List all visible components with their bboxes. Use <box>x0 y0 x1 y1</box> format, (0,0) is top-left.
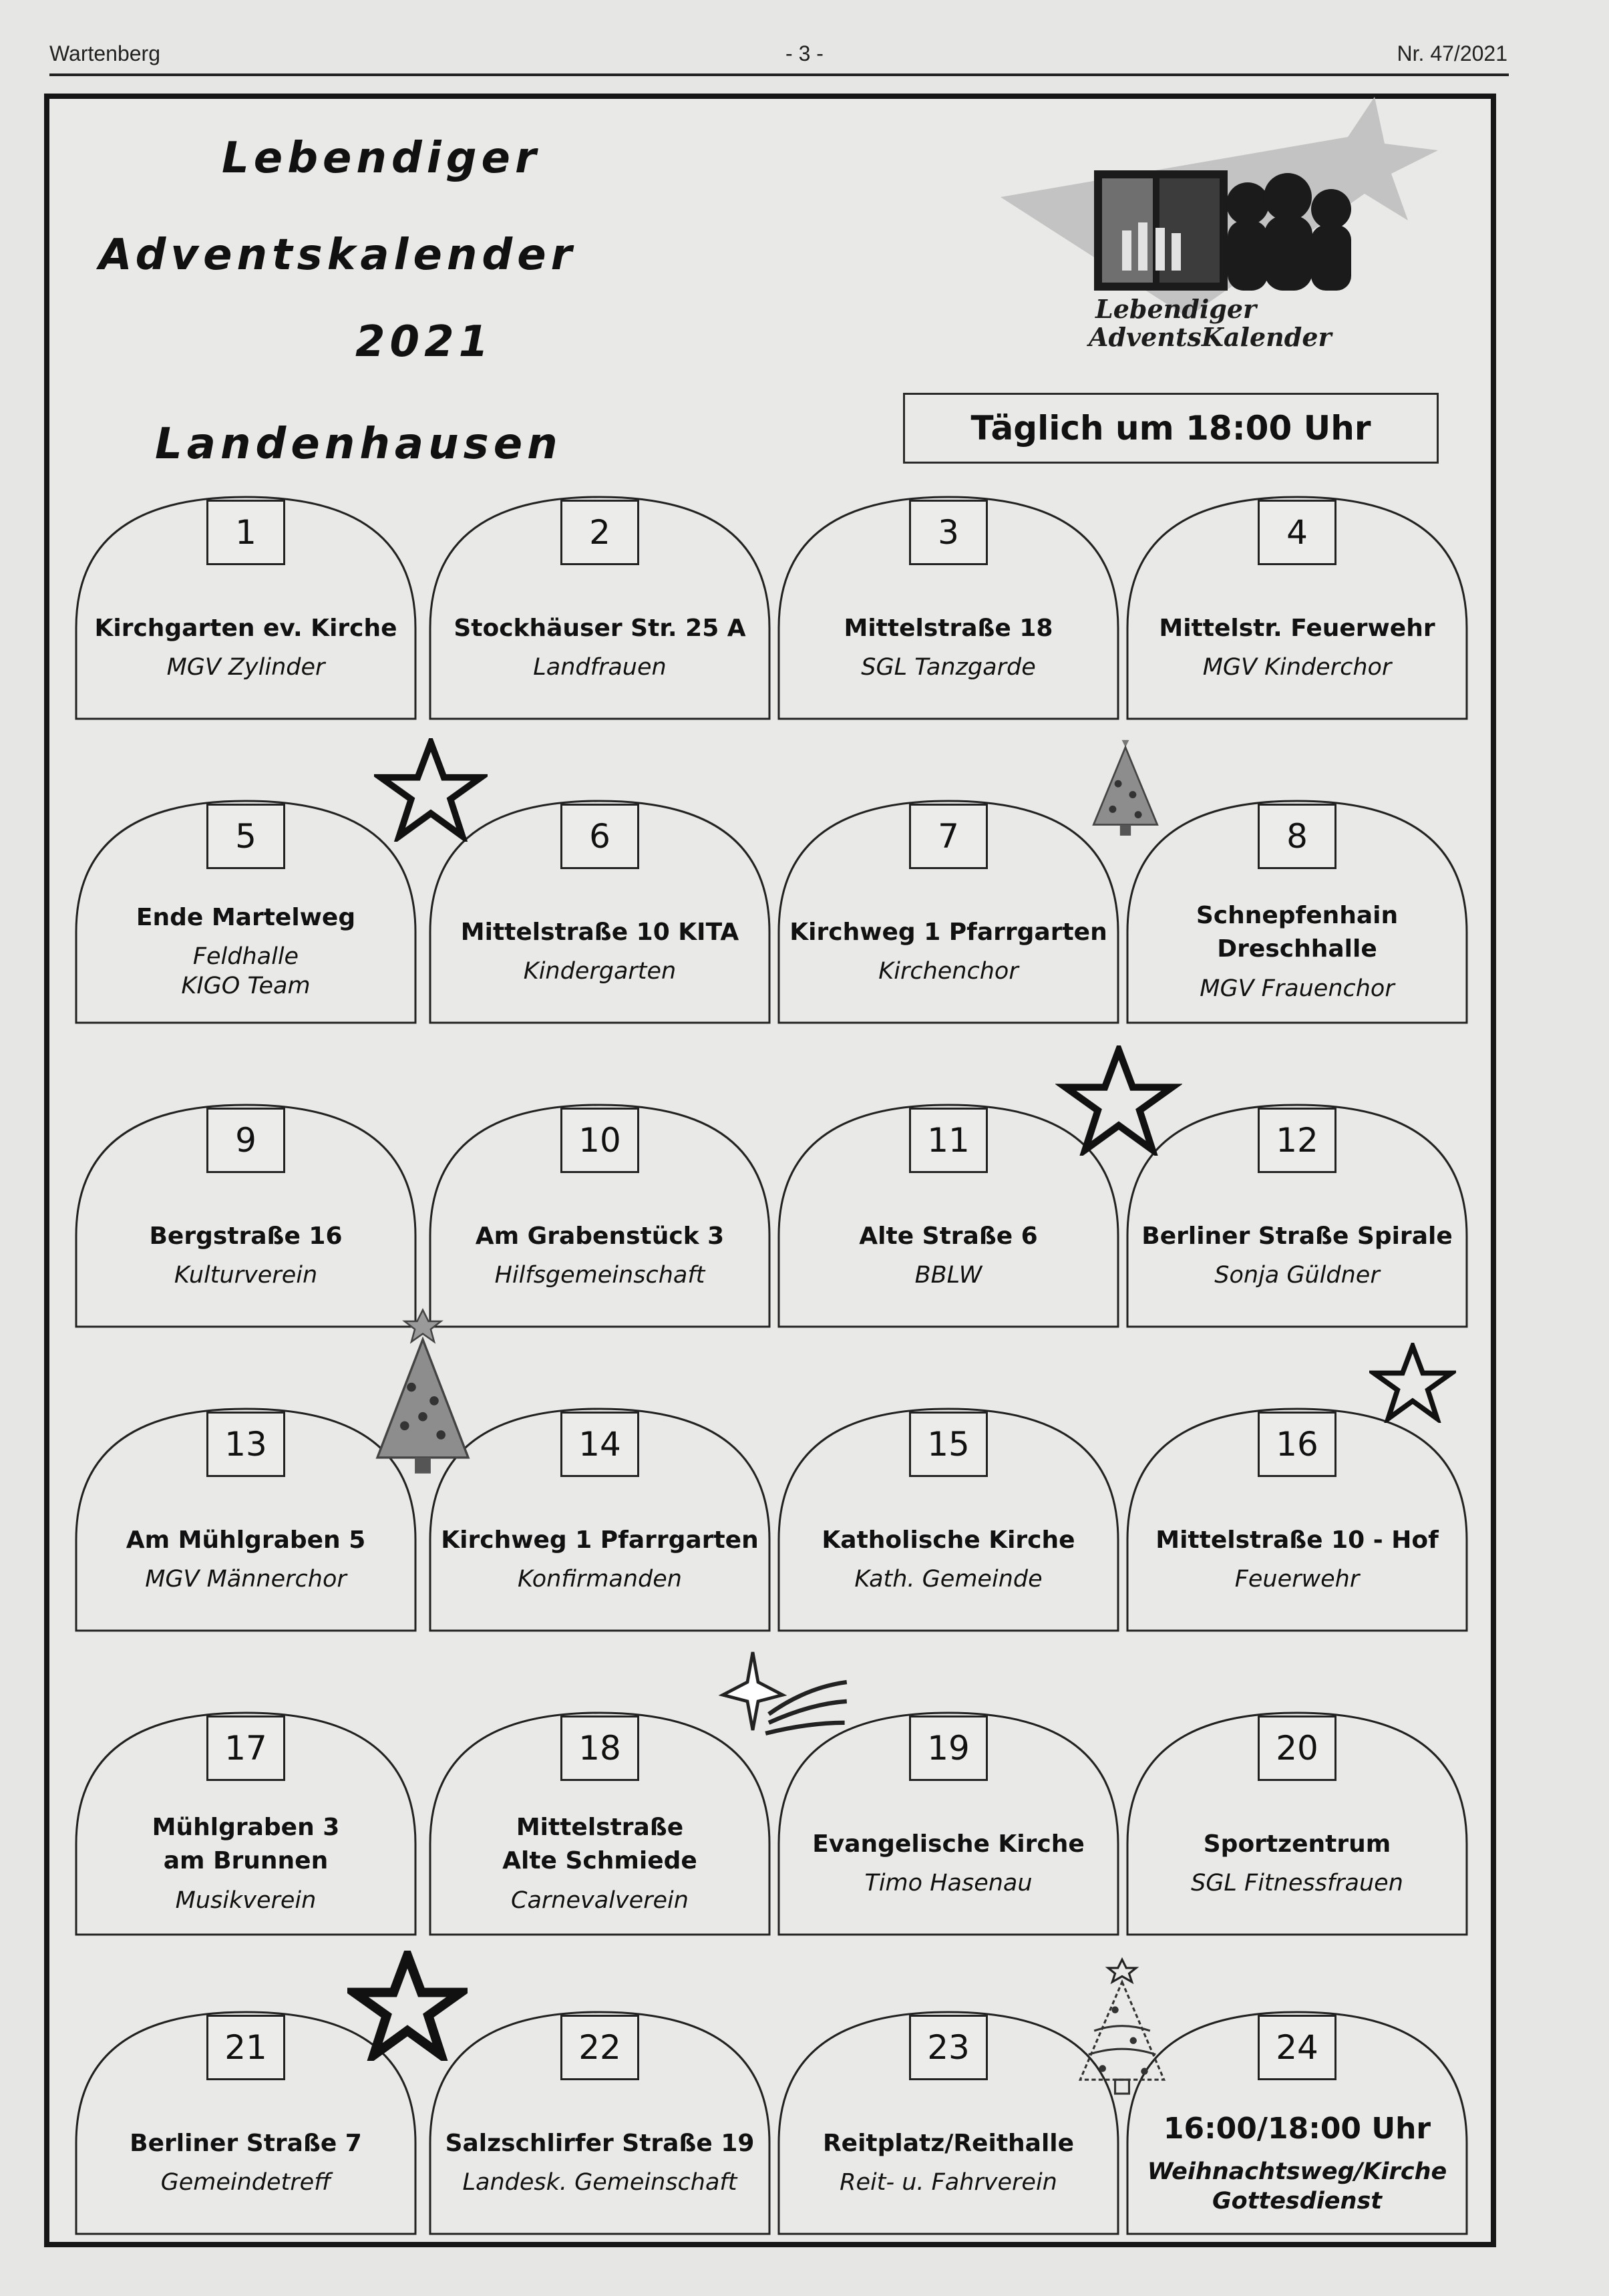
door-group: MGV Kinderchor <box>1202 654 1392 681</box>
door-group: Kindergarten <box>523 958 677 985</box>
door-group: Sonja Güldner <box>1214 1262 1380 1289</box>
door-group: SGL Fitnessfrauen <box>1191 1870 1403 1897</box>
door-location: Berliner Straße Spirale <box>1141 1222 1453 1250</box>
door-location: Evangelische Kirche <box>812 1830 1085 1858</box>
door-number: 13 <box>206 1412 285 1477</box>
door-number: 16 <box>1258 1412 1336 1477</box>
door-number: 11 <box>909 1108 988 1173</box>
door-location: Mittelstraße 10 KITA <box>460 918 739 946</box>
star-icon <box>1055 1045 1182 1156</box>
door-location: Salzschlirfer Straße 19 <box>445 2129 755 2157</box>
door-location: Mittelstr. Feuerwehr <box>1159 614 1435 642</box>
door-location: Schnepfenhain Dreschhalle <box>1196 901 1399 963</box>
door-group: Gemeindetreff <box>160 2169 331 2196</box>
calendar-door-1 <box>73 494 418 721</box>
door-location: Ende Martelweg <box>136 904 356 932</box>
frohe-weihnachten-tree-icon <box>1049 1954 1196 2108</box>
door-group: Konfirmanden <box>518 1566 682 1593</box>
star-icon <box>374 738 488 842</box>
door-group: Feldhalle KIGO Team <box>181 943 311 1000</box>
door-number: 10 <box>560 1108 639 1173</box>
christmas-tree-icon <box>366 1306 480 1480</box>
door-number: 17 <box>206 1715 285 1781</box>
title-line-2: Adventskalender <box>99 230 577 280</box>
logo-text-line-2: AdventsKalender <box>1089 322 1332 352</box>
door-location: Am Mühlgraben 5 <box>126 1526 366 1554</box>
door-location: 16:00/18:00 Uhr <box>1163 2112 1431 2146</box>
calendar-door-9 <box>73 1102 418 1329</box>
door-group: Musikverein <box>175 1887 317 1914</box>
door-number: 15 <box>909 1412 988 1477</box>
calendar-door-15 <box>776 1406 1121 1633</box>
door-group: Weihnachtsweg/Kirche Gottesdienst <box>1147 2158 1447 2215</box>
calendar-door-10 <box>427 1102 772 1329</box>
door-location: Am Grabenstück 3 <box>475 1222 725 1250</box>
door-location: Bergstraße 16 <box>149 1222 343 1250</box>
door-number: 8 <box>1258 804 1336 869</box>
header-place: Wartenberg <box>49 41 160 65</box>
door-location: Kirchweg 1 Pfarrgarten <box>441 1526 759 1554</box>
title-line-4: Landenhausen <box>155 420 562 469</box>
door-number: 19 <box>909 1715 988 1781</box>
title-line-3: 2021 <box>355 317 494 367</box>
door-number: 6 <box>560 804 639 869</box>
door-number: 4 <box>1258 500 1336 565</box>
door-number: 20 <box>1258 1715 1336 1781</box>
door-location: Kirchgarten ev. Kirche <box>94 614 397 642</box>
logo-text-line-1: Lebendiger <box>1095 294 1257 324</box>
shooting-star-icon <box>718 1650 852 1757</box>
door-group: Landesk. Gemeinschaft <box>462 2169 737 2196</box>
door-group: Landfrauen <box>533 654 667 681</box>
door-group: SGL Tanzgarde <box>861 654 1036 681</box>
door-group: Kirchenchor <box>878 958 1019 985</box>
door-number: 12 <box>1258 1108 1336 1173</box>
door-group: Kath. Gemeinde <box>854 1566 1043 1593</box>
door-location: Mittelstraße 10 - Hof <box>1155 1526 1439 1554</box>
calendar-door-5 <box>73 798 418 1025</box>
door-number: 2 <box>560 500 639 565</box>
door-location: Reitplatz/Reithalle <box>822 2129 1075 2157</box>
door-group: BBLW <box>914 1262 982 1289</box>
calendar-door-22 <box>427 2009 772 2237</box>
door-group: MGV Männerchor <box>145 1566 347 1593</box>
door-group: Kulturverein <box>174 1262 318 1289</box>
calendar-door-3 <box>776 494 1121 721</box>
door-number: 21 <box>206 2015 285 2080</box>
calendar-door-8 <box>1125 798 1469 1025</box>
door-group: MGV Zylinder <box>166 654 325 681</box>
star-icon <box>347 1951 468 2061</box>
door-location: Sportzentrum <box>1203 1830 1391 1858</box>
header-page-number: - 3 - <box>785 41 824 65</box>
door-location: Mühlgraben 3 am Brunnen <box>152 1813 340 1875</box>
title-line-1: Lebendiger <box>222 134 541 183</box>
calendar-door-16 <box>1125 1406 1469 1633</box>
door-location: Katholische Kirche <box>822 1526 1075 1554</box>
door-location: Mittelstraße 18 <box>844 614 1053 642</box>
door-location: Alte Straße 6 <box>859 1222 1038 1250</box>
calendar-door-4 <box>1125 494 1469 721</box>
star-icon <box>1369 1343 1456 1423</box>
door-group: MGV Frauenchor <box>1200 975 1395 1002</box>
door-location: Stockhäuser Str. 25 A <box>454 614 746 642</box>
door-number: 7 <box>909 804 988 869</box>
daily-time-box: Täglich um 18:00 Uhr <box>903 393 1439 464</box>
door-number: 18 <box>560 1715 639 1781</box>
door-number: 24 <box>1258 2015 1336 2080</box>
door-number: 5 <box>206 804 285 869</box>
door-location: Mittelstraße Alte Schmiede <box>502 1813 697 1875</box>
door-number: 22 <box>560 2015 639 2080</box>
door-number: 3 <box>909 500 988 565</box>
door-group: Reit- u. Fahrverein <box>840 2169 1057 2196</box>
door-number: 9 <box>206 1108 285 1173</box>
door-number: 1 <box>206 500 285 565</box>
door-number: 14 <box>560 1412 639 1477</box>
door-group: Carnevalverein <box>511 1887 689 1914</box>
door-location: Berliner Straße 7 <box>130 2129 362 2157</box>
door-group: Feuerwehr <box>1234 1566 1360 1593</box>
header-issue: Nr. 47/2021 <box>1397 41 1507 65</box>
calendar-door-20 <box>1125 1710 1469 1937</box>
door-group: Hilfsgemeinschaft <box>494 1262 705 1289</box>
calendar-door-2 <box>427 494 772 721</box>
header-divider <box>49 73 1509 76</box>
door-group: Timo Hasenau <box>864 1870 1033 1897</box>
calendar-door-17 <box>73 1710 418 1937</box>
christmas-tree-icon <box>1079 738 1172 838</box>
door-number: 23 <box>909 2015 988 2080</box>
door-location: Kirchweg 1 Pfarrgarten <box>789 918 1107 946</box>
calendar-door-7 <box>776 798 1121 1025</box>
